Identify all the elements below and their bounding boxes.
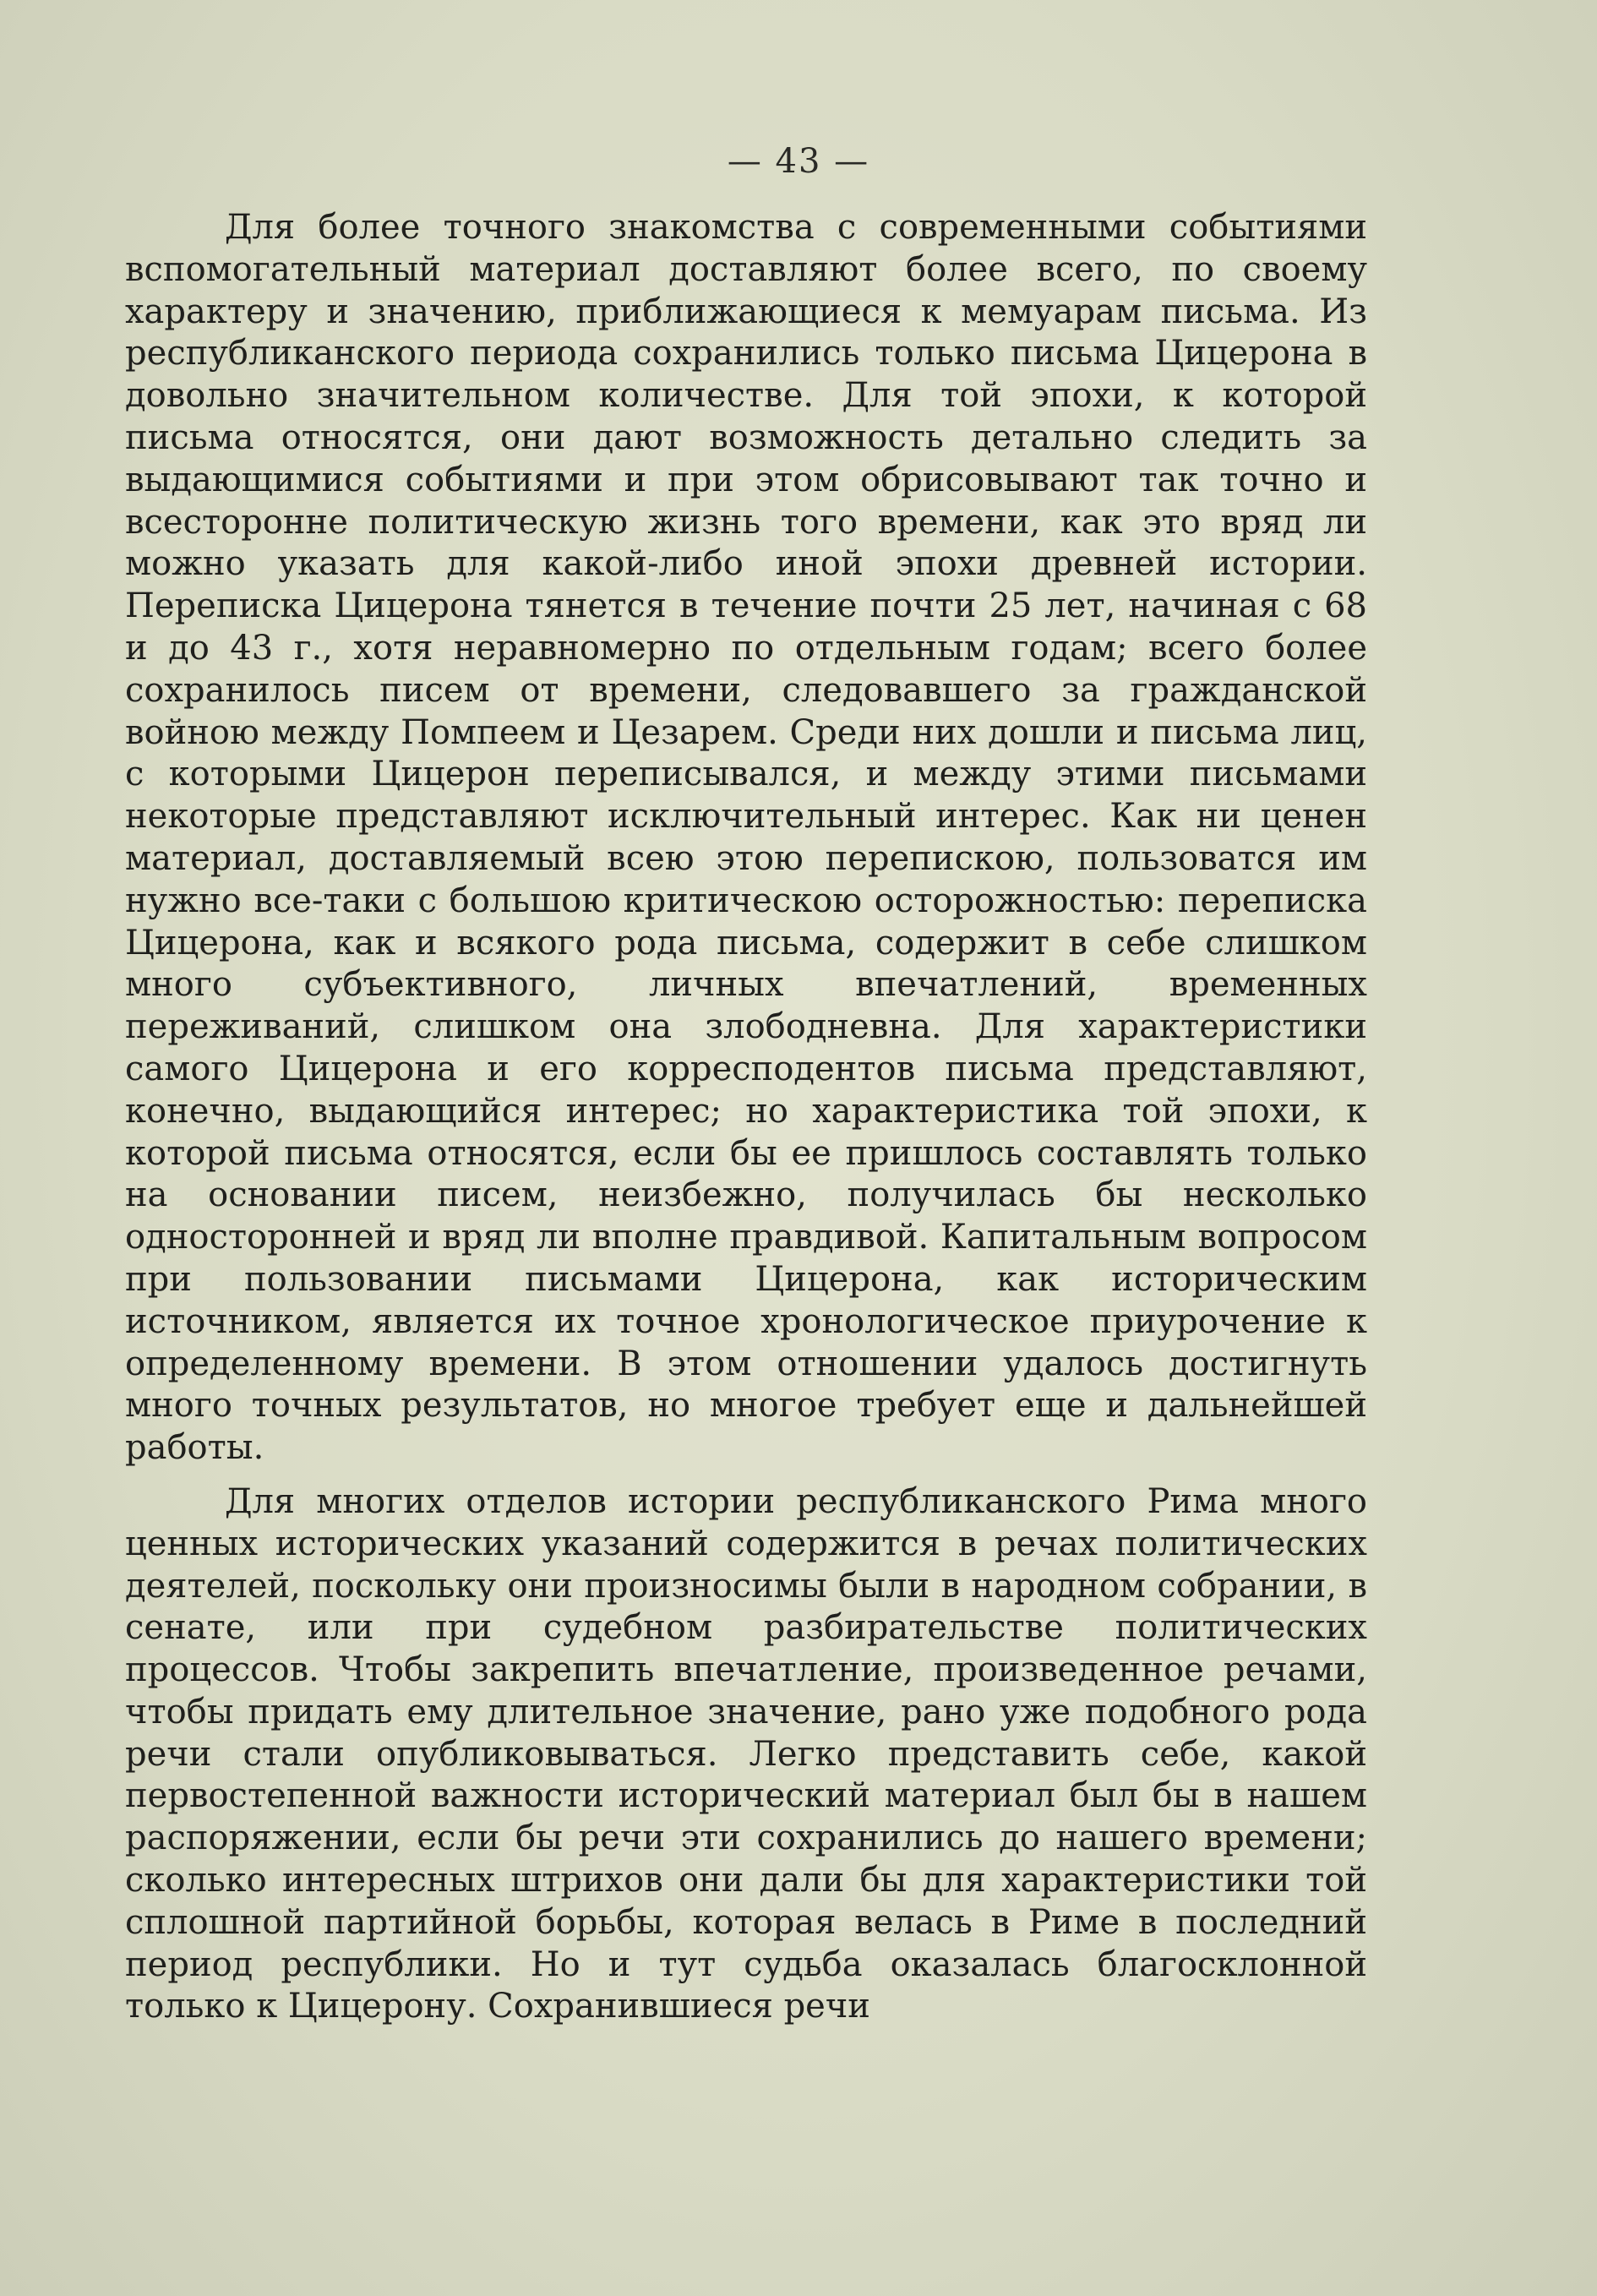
paragraph-1: Для более точного знакомства с современными событиями вспомогательный материал доставляют более всего, по своему характеру и значению, приближающиеся к мемуарам письма. Из республиканского периода сохранились только письма Цицерона в довольно значительном количестве. Для той эпохи, к которой письма относятся, они дают возможность детально следить за выдающимися событиями и при этом обрисовывают так точно и всесторонне политическую жизнь того времени, как это вряд ли можно указать для какой-либо иной эпохи древней истории. Переписка Цицерона тянется в течение почти 25 лет, начиная с 68 и до 43 г., хотя неравномерно по отдельным годам; всего более сохранилось писем от времени, следовавшего за гражданской войною между Помпеем и Цезарем. Среди них дошли и письма лиц, с которыми Цицерон переписывался, и между этими письмами некоторые представляют исключительный интерес. Как ни ценен материал, доставляемый всею этою перепискою, пользоватся им нужно все-таки с большою критическою осторожностью: переписка Цицерона, как и всякого рода письма, содержит в себе слишком много субъективного, личных впечатлений, временных переживаний, слишком она злободневна. Для характеристики самого Цицерона и его корресподентов письма представляют, конечно, выдающийся интерес; но характеристика той эпохи, к которой письма относятся, если бы ее пришлось составлять только на основании писем, неизбежно, получилась бы несколько односторонней и вряд ли вполне правдивой. Капитальным вопросом при пользовании письмами Цицерона, как историческим источником, является их точное хронологическое приурочение к определенному времени. В этом отношении удалось достигнуть много точных результатов, но многое требует еще и дальнейшей работы. (125, 208, 1367, 1468)
paragraph-2: Для многих отделов истории республиканского Рима много ценных исторических указаний содержится в речах политических деятелей, поскольку они произносимы были в народном собрании, в сенате, или при судебном разбирательстве политических процессов. Чтобы закрепить впечатление, произведенное речами, чтобы придать ему длительное значение, рано уже подобного рода речи стали опубликовываться. Легко представить себе, какой первостепенной важности исторический материал был бы в нашем распоряжении, если бы речи эти сохранились до нашего времени; сколько интересных штрихов они дали бы для характеристики той сплошной партийной борьбы, которая велась в Риме в последний период республики. Но и тут судьба оказалась благосклонной только к Цицерону. Сохранившиеся речи (125, 1481, 1367, 2026)
page-number: — 43 — (727, 142, 870, 181)
body-text (125, 207, 1367, 2028)
